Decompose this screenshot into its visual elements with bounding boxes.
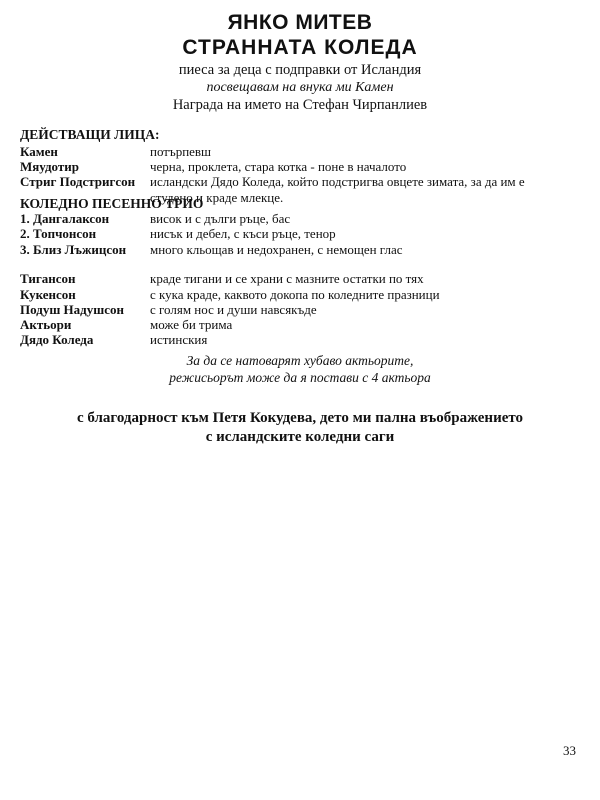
character-description: истинския [150,332,208,347]
character-description: може би трима [150,317,233,332]
trio-member-name: 2. Топчонсон [20,226,97,241]
character-description: исландски Дядо Коледа, който подстригва овцете зимата, за да им е студено и краде млекце. [150,174,525,205]
author-name: ЯНКО МИТЕВ [227,11,373,34]
character-description: краде тигани и се храни с мазните остатки по тях [150,271,424,286]
character-name: Мяудотир [20,159,79,174]
acknowledgement-line: с исландските коледни саги [205,429,395,445]
cast-heading: ДЕЙСТВАЩИ ЛИЦА: [20,127,160,142]
staging-note-line: режисьорът може да я постави с 4 актьора [169,370,431,385]
trio-member-description: нисък и дебел, с къси ръце, тенор [150,226,336,241]
character-name: Стриг Подстригсон [20,174,136,189]
play-subtitle: пиеса за деца с подправки от Исландия [178,62,422,78]
character-name: Актьори [20,317,72,332]
character-description: с голям нос и души навсякъде [150,302,317,317]
character-description: с кука краде, каквото докопа по коледните празници [150,287,440,302]
character-name: Тигансон [20,271,76,286]
play-title: СТРАННАТА КОЛЕДА [182,36,418,59]
trio-heading: КОЛЕДНО ПЕСЕННО ТРИО [20,196,204,211]
trio-member-description: много кльощав и недохранен, с немощен глас [150,242,403,257]
acknowledgement-line: с благодарност към Петя Кокудева, дето ми пална въображението [76,410,524,426]
trio-member-name: 3. Близ Лъжицсон [20,242,127,257]
dedication: посвещавам на внука ми Камен [206,80,394,95]
award-line: Награда на името на Стефан Чирпанлиев [172,97,428,113]
character-description: черна, проклета, стара котка - поне в началото [150,159,407,174]
staging-note-line: За да се натоварят хубаво актьорите, [186,353,414,368]
trio-member-description: висок и с дълги ръце, бас [150,211,291,226]
trio-member-name: 1. Дангалаксон [20,211,110,226]
character-description: потърпевш [150,144,212,159]
page-number: 33 [563,743,576,758]
character-name: Кукенсон [20,287,76,302]
character-name: Камен [20,144,58,159]
character-name: Дядо Коледа [20,332,94,347]
character-name: Подуш Надушсон [20,302,124,317]
